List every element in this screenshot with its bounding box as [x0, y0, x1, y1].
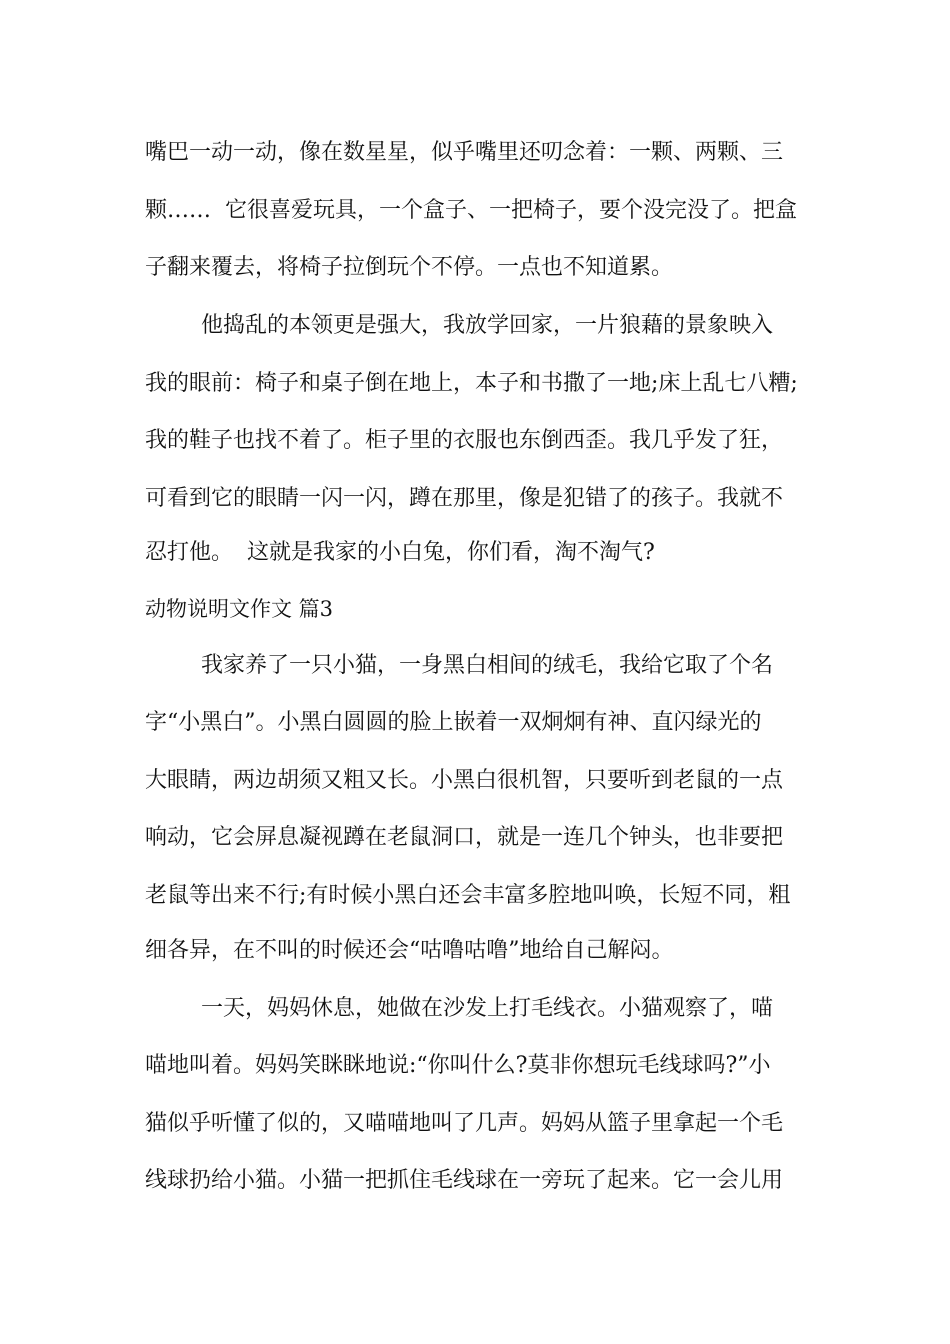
text-line: 我家养了一只小猫，一身黑白相间的绒毛，我给它取了个名: [145, 653, 773, 678]
text-line: 字“小黑白”。小黑白圆圆的脸上嵌着一双炯炯有神、直闪绿光的: [145, 710, 762, 735]
text-line: 响动，它会屏息凝视蹲在老鼠洞口，就是一连几个钟头，也非要把: [145, 825, 784, 850]
text-line: 我的鞋子也找不着了。柜子里的衣服也东倒西歪。我几乎发了狂，: [145, 428, 784, 453]
text-line: 线球扔给小猫。小猫一把抓住毛线球在一旁玩了起来。它一会儿用: [145, 1168, 784, 1193]
text-line: 细各异，在不叫的时候还会“咕噜咕噜”地给自己解闷。: [145, 938, 674, 963]
section-heading: 动物说明文作文 篇3: [145, 597, 334, 621]
text-line: 子翻来覆去，将椅子拉倒玩个不停。一点也不知道累。: [145, 255, 674, 280]
text-line: 我的眼前：椅子和桌子倒在地上，本子和书撒了一地;床上乱七八糟;: [145, 371, 798, 396]
text-line: 喵地叫着。妈妈笑眯眯地说:“你叫什么?莫非你想玩毛线球吗?”小: [145, 1053, 771, 1078]
text-line: 他捣乱的本领更是强大，我放学回家，一片狼藉的景象映入: [145, 313, 773, 338]
text-line: 大眼睛，两边胡须又粗又长。小黑白很机智，只要听到老鼠的一点: [145, 768, 784, 793]
text-line: 颗…… 它很喜爱玩具，一个盒子、一把椅子，要个没完没了。把盒: [145, 198, 797, 223]
text-line: 一天，妈妈休息，她做在沙发上打毛线衣。小猫观察了，喵: [145, 996, 773, 1021]
text-line: 老鼠等出来不行;有时候小黑白还会丰富多腔地叫唤，长短不同，粗: [145, 883, 791, 908]
text-line: 忍打他。 这就是我家的小白兔，你们看，淘不淘气?: [145, 540, 655, 565]
text-line: 嘴巴一动一动，像在数星星，似乎嘴里还叨念着：一颗、两颗、三: [145, 140, 784, 165]
text-line: 可看到它的眼睛一闪一闪，蹲在那里，像是犯错了的孩子。我就不: [145, 486, 784, 511]
text-line: 猫似乎听懂了似的，又喵喵地叫了几声。妈妈从篮子里拿起一个毛: [145, 1111, 784, 1136]
